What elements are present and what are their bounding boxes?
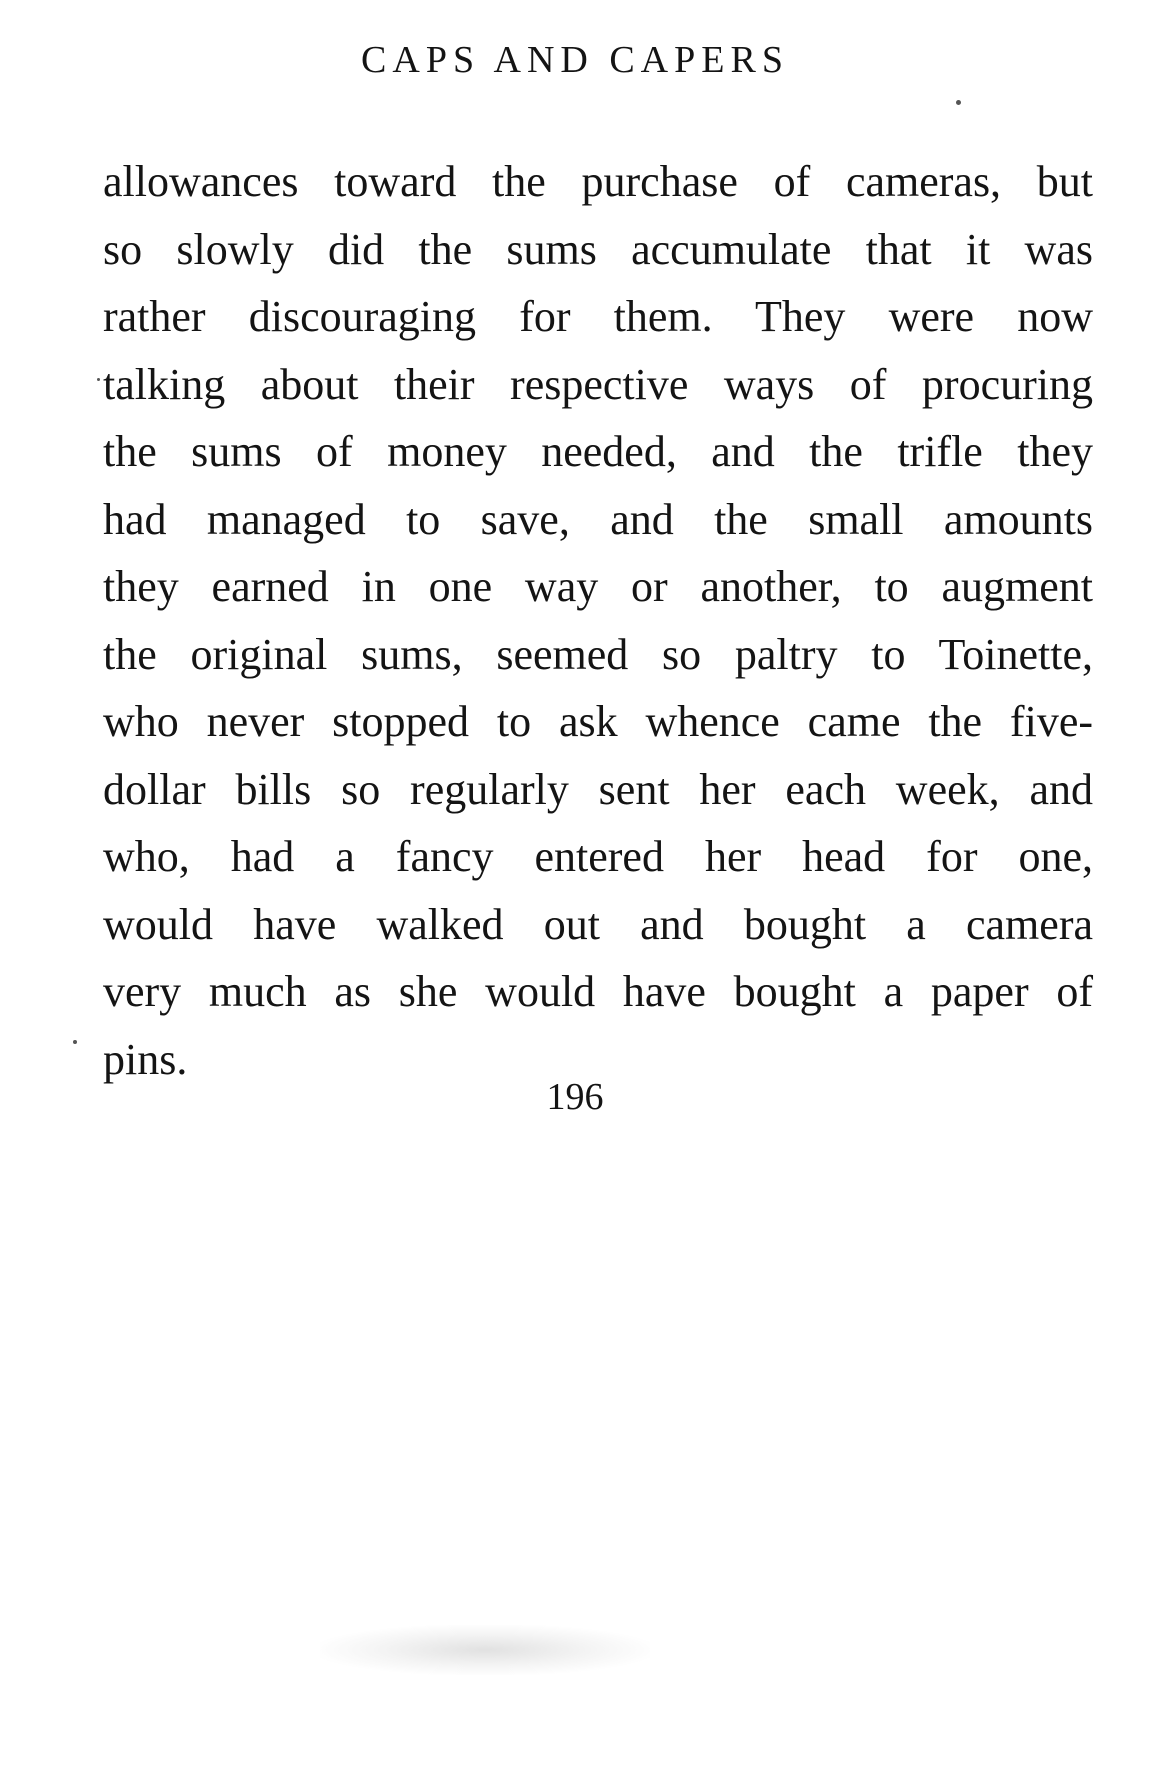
text-line: would have walked out and bought a camera — [103, 899, 1093, 949]
text-line: they earned in one way or another, to augment — [103, 562, 1093, 611]
bleed-through-smudge — [320, 1625, 650, 1675]
text-line: allowances toward the purchase of cameras, but — [103, 157, 1093, 206]
text-line: had managed to save, and the small amounts — [103, 494, 1093, 544]
page-number: 196 — [546, 1076, 604, 1118]
running-header: CAPS AND CAPERS — [361, 39, 789, 81]
text-line: so slowly did the sums accumulate that it was — [103, 224, 1093, 274]
text-line: the original sums, seemed so paltry to Toinette, — [103, 629, 1093, 679]
text-line: rather discouraging for them. They were now — [103, 292, 1093, 341]
body-paragraph — [103, 148, 1093, 1093]
print-speck — [956, 100, 961, 105]
text-line: dollar bills so regularly sent her each week, and — [103, 764, 1093, 814]
text-line: pins. — [103, 1034, 188, 1084]
text-line: who, had a fancy entered her head for one, — [103, 832, 1093, 881]
text-line: who never stopped to ask whence came the five- — [103, 697, 1093, 746]
text-line: talking about their respective ways of procuring — [103, 359, 1093, 409]
text-line: the sums of money needed, and the trifle they — [103, 427, 1093, 476]
text-line: very much as she would have bought a paper of — [103, 967, 1093, 1016]
print-speck — [97, 378, 100, 381]
print-speck — [73, 1040, 77, 1044]
